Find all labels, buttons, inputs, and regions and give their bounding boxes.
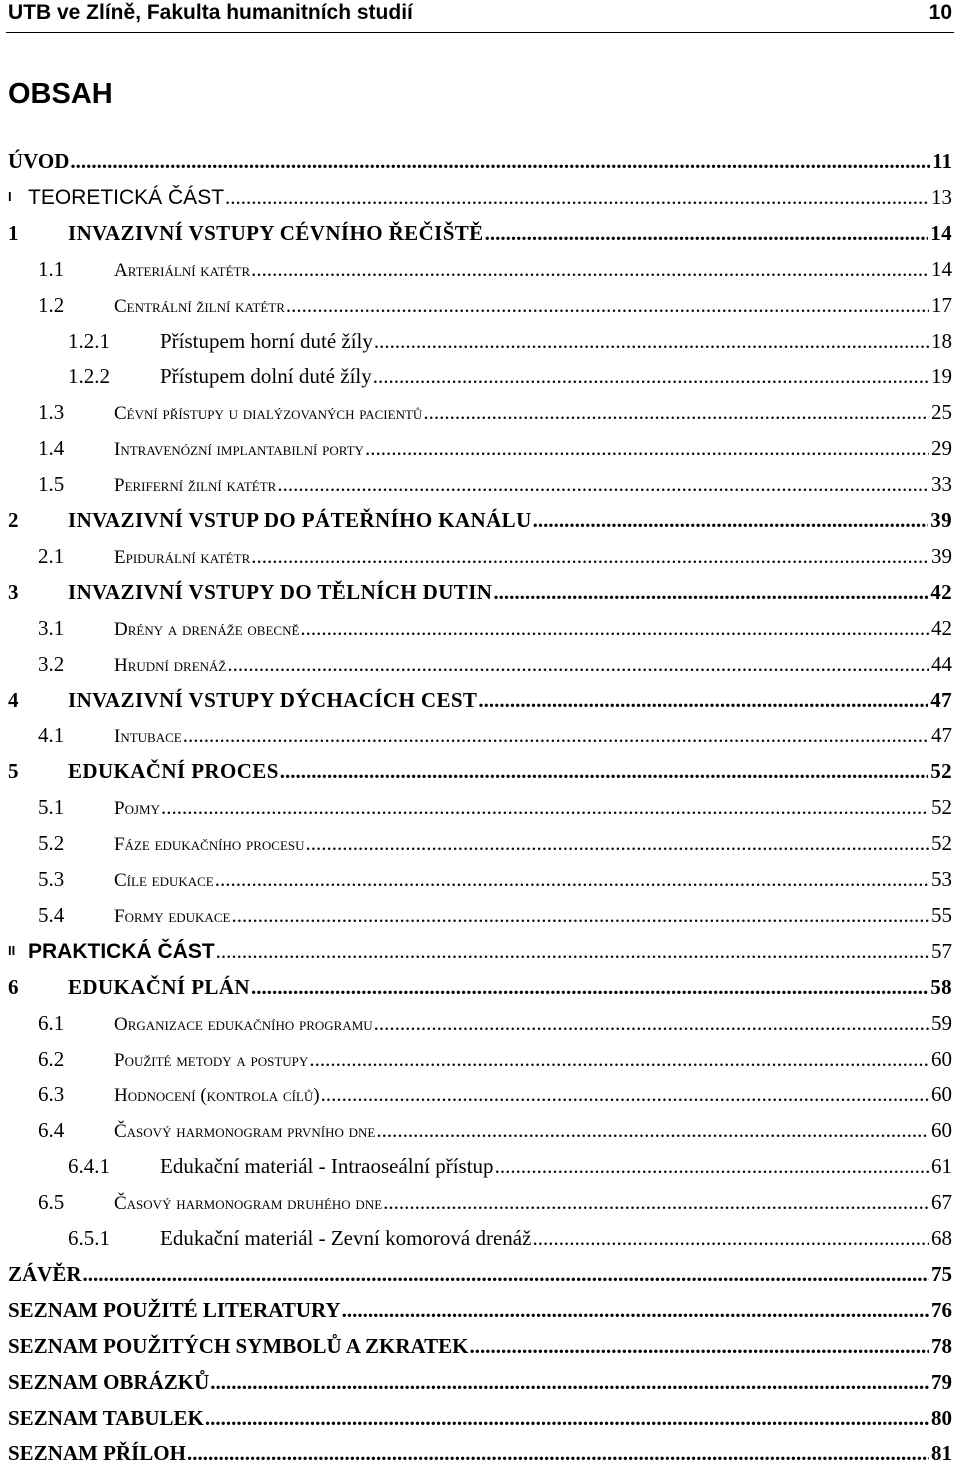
toc-entry-line	[68, 575, 952, 609]
toc-entry-page: 57	[931, 938, 952, 963]
toc-entry-line	[8, 144, 952, 178]
toc-entry[interactable]	[0, 503, 960, 537]
toc-dot-leader	[251, 539, 929, 573]
toc-entry[interactable]	[0, 539, 960, 573]
toc-entry-page: 52	[930, 759, 952, 784]
toc-entry[interactable]	[0, 611, 960, 645]
toc-entry-number: 6	[8, 974, 19, 999]
toc-dot-leader	[231, 898, 929, 932]
toc-dot-leader	[383, 1185, 929, 1219]
toc-dot-leader	[83, 1257, 929, 1291]
toc-entry[interactable]	[0, 898, 960, 932]
toc-entry-title: Organizace edukačního programu	[114, 1013, 373, 1035]
toc-entry[interactable]	[0, 647, 960, 681]
toc-entry-line	[160, 1149, 952, 1183]
toc-entry-title: Časový harmonogram prvního dne	[114, 1121, 376, 1143]
toc-entry-line	[114, 611, 952, 647]
toc-entry-line	[114, 826, 952, 862]
toc-entry-title: Pojmy	[114, 798, 160, 820]
toc-entry[interactable]	[0, 1436, 960, 1470]
toc-entry-page: 47	[931, 723, 952, 748]
toc-entry-line	[160, 1221, 952, 1255]
toc-dot-leader	[215, 862, 929, 896]
toc-dot-leader	[161, 790, 929, 824]
toc-entry-title: Hrudní drenáž	[114, 654, 227, 676]
toc-dot-leader	[321, 1077, 929, 1111]
toc-dot-leader	[423, 395, 929, 429]
toc-entry-line	[68, 216, 952, 250]
toc-entry-page: 79	[931, 1369, 952, 1394]
toc-entry-page: 60	[931, 1082, 952, 1107]
toc-entry-page: 13	[931, 184, 952, 209]
toc-entry-line	[68, 970, 952, 1004]
toc-entry-page: 59	[931, 1010, 952, 1035]
toc-entry-number: 5.3	[38, 867, 65, 891]
toc-dot-leader	[277, 467, 929, 501]
toc-entry-number: 6.3	[38, 1082, 65, 1107]
toc-entry-page: 52	[931, 831, 952, 856]
toc-entry-page: 81	[931, 1441, 952, 1466]
toc-dot-leader	[187, 1436, 929, 1470]
toc-dot-leader	[478, 683, 928, 717]
toc-entry[interactable]	[0, 575, 960, 609]
toc-entry[interactable]	[0, 790, 960, 824]
toc-entry-page: 67	[931, 1190, 952, 1215]
toc-entry-line	[114, 1113, 952, 1149]
toc-dot-leader	[216, 934, 929, 968]
toc-entry-number: 6.4	[38, 1118, 65, 1143]
toc-entry-page: 78	[931, 1333, 952, 1358]
toc-entry[interactable]	[0, 395, 960, 429]
toc-entry-page: 60	[931, 1046, 952, 1071]
toc-entry-page: 33	[931, 472, 952, 497]
toc-entry-page: 18	[931, 328, 952, 353]
toc-entry-line	[114, 1077, 952, 1113]
toc-entry-number: I	[8, 188, 12, 204]
toc-dot-leader	[374, 1006, 929, 1040]
toc-dot-leader	[533, 503, 929, 537]
toc-entry[interactable]	[0, 683, 960, 717]
toc-entry-line	[114, 862, 952, 898]
toc-entry-number: 1.5	[38, 472, 65, 497]
toc-entry-line	[114, 539, 952, 575]
toc-entry-number: 6.2	[38, 1046, 65, 1071]
toc-entry[interactable]	[0, 359, 960, 393]
toc-entry-line	[28, 180, 952, 215]
toc-entry-number: 4	[8, 687, 19, 712]
toc-entry[interactable]	[0, 934, 960, 968]
toc-dot-leader	[227, 647, 929, 681]
toc-entry-page: 42	[931, 615, 952, 640]
toc-entry-title: Hodnocení (kontrola cílů)	[114, 1085, 320, 1107]
toc-entry[interactable]	[0, 970, 960, 1004]
toc-entry[interactable]	[0, 1401, 960, 1435]
toc-dot-leader	[251, 252, 929, 286]
toc-entry-number: 5.2	[38, 831, 65, 856]
toc-entry[interactable]	[0, 754, 960, 788]
toc-dot-leader	[70, 144, 930, 178]
toc-entry-number: 6.4.1	[68, 1154, 110, 1179]
toc-dot-leader	[286, 288, 929, 322]
toc-entry-title: INVAZIVNÍ VSTUPY DÝCHACÍCH CEST	[68, 687, 478, 712]
toc-dot-leader	[300, 611, 929, 645]
toc-entry-line	[160, 359, 952, 393]
toc-entry[interactable]	[0, 1149, 960, 1183]
toc-entry[interactable]	[0, 467, 960, 501]
toc-entry-line	[68, 754, 952, 788]
toc-entry-page: 17	[931, 292, 952, 317]
toc-entry-title: Periferní žilní katétr	[114, 475, 277, 497]
toc-entry-line	[8, 1257, 952, 1291]
toc-entry[interactable]	[0, 1365, 960, 1399]
toc-entry-line	[28, 934, 952, 969]
toc-entry-number: 1.2.1	[68, 328, 110, 353]
toc-entry[interactable]	[0, 252, 960, 286]
toc-entry-line	[8, 1329, 952, 1363]
toc-entry-title: Použité metody a postupy	[114, 1049, 309, 1071]
toc-entry-number: 1	[8, 220, 19, 245]
toc-entry-page: 29	[931, 436, 952, 461]
toc-entry[interactable]	[0, 288, 960, 322]
toc-entry-title: Intubace	[114, 726, 182, 748]
toc-entry-title: TEORETICKÁ ČÁST	[28, 185, 225, 209]
toc-entry-number: 6.5	[38, 1190, 65, 1215]
toc-title: OBSAH	[8, 78, 113, 110]
toc-entry-title: Centrální žilní katétr	[114, 295, 285, 317]
toc-entry-line	[68, 683, 952, 717]
toc-entry-number: 3.2	[38, 651, 65, 676]
toc-entry[interactable]	[0, 1329, 960, 1363]
toc-dot-leader	[376, 1113, 929, 1147]
toc-entry-title: SEZNAM TABULEK	[8, 1405, 204, 1430]
toc-entry-page: 25	[931, 400, 952, 425]
toc-entry-page: 52	[931, 795, 952, 820]
toc-entry-number: 5.1	[38, 795, 65, 820]
toc-entry-page: 19	[931, 364, 952, 389]
toc-entry-title: PRAKTICKÁ ČÁST	[28, 939, 215, 963]
toc-dot-leader	[365, 431, 929, 465]
toc-entry-title: Přístupem horní duté žíly	[160, 328, 373, 353]
toc-entry-number: 5.4	[38, 902, 65, 927]
toc-entry-number: 5	[8, 759, 19, 784]
toc-entry-title: Epidurální katétr	[114, 546, 251, 568]
toc-entry-number: II	[8, 942, 16, 958]
toc-entry-number: 2	[8, 508, 19, 532]
toc-dot-leader	[210, 1365, 929, 1399]
running-header	[6, 0, 954, 33]
toc-entry-title: Drény a drenáže obecně	[114, 618, 300, 640]
toc-entry-page: 11	[932, 149, 952, 173]
toc-entry-line	[8, 1401, 952, 1435]
toc-entry-page: 39	[930, 508, 952, 532]
toc-entry-line	[114, 1185, 952, 1221]
toc-entry-title: Fáze edukačního procesu	[114, 834, 305, 856]
toc-entry-number: 6.1	[38, 1010, 65, 1035]
toc-entry[interactable]	[0, 1006, 960, 1040]
toc-entry[interactable]	[0, 718, 960, 752]
toc-entry-line	[114, 647, 952, 683]
toc-entry-title: Cíle edukace	[114, 870, 214, 891]
toc-entry[interactable]	[0, 216, 960, 250]
toc-entry-title: ÚVOD	[8, 149, 70, 173]
toc-entry-page: 68	[931, 1226, 952, 1250]
toc-entry-line	[114, 1006, 952, 1042]
toc-entry[interactable]	[0, 144, 960, 178]
toc-dot-leader	[205, 1401, 929, 1435]
toc-entry-line	[8, 1365, 952, 1399]
toc-entry-line	[114, 467, 952, 503]
toc-entry-title: INVAZIVNÍ VSTUPY DO TĚLNÍCH DUTIN	[68, 579, 493, 604]
toc-entry-number: 1.4	[38, 436, 65, 461]
toc-entry-page: 58	[930, 974, 952, 999]
toc-entry-page: 44	[931, 651, 952, 676]
header-institution: UTB ve Zlíně, Fakulta humanitních studií	[8, 1, 413, 24]
toc-entry-title: EDUKAČNÍ PLÁN	[68, 974, 250, 999]
toc-entry[interactable]	[0, 1221, 960, 1255]
toc-entry-page: 61	[931, 1154, 952, 1179]
toc-entry-line	[114, 252, 952, 288]
toc-dot-leader	[309, 1042, 929, 1076]
toc-entry-line	[114, 718, 952, 754]
toc-entry-line	[114, 431, 952, 467]
header-page-number: 10	[928, 1, 952, 24]
toc-entry-line	[114, 898, 952, 934]
toc-entry-number: 1.2	[38, 292, 65, 317]
toc-entry[interactable]	[0, 1257, 960, 1291]
toc-entry-title: Intravenózní implantabilní porty	[114, 439, 364, 461]
toc-entry-title: SEZNAM PŘÍLOH	[8, 1441, 186, 1466]
toc-entry-line	[8, 1293, 952, 1327]
toc-dot-leader	[374, 324, 929, 358]
toc-entry-title: SEZNAM POUŽITÝCH SYMBOLŮ A ZKRATEK	[8, 1333, 469, 1358]
toc-entry-title: EDUKAČNÍ PROCES	[68, 759, 279, 784]
toc-entry-page: 60	[931, 1118, 952, 1143]
toc-entry-number: 3.1	[38, 615, 65, 640]
toc-dot-leader	[280, 754, 928, 788]
toc-dot-leader	[342, 1293, 929, 1327]
toc-entry[interactable]	[0, 1042, 960, 1076]
toc-entry-title: INVAZIVNÍ VSTUPY CÉVNÍHO ŘEČIŠTĚ	[68, 220, 484, 245]
toc-entry-title: Edukační materiál - Zevní komorová drenáž	[160, 1226, 532, 1250]
toc-entry-title: Cévní přístupy u dialýzovaných pacientů	[114, 403, 423, 425]
toc-entry-line	[68, 503, 952, 537]
toc-entry-line	[114, 790, 952, 826]
toc-entry-number: 3	[8, 579, 19, 604]
toc-entry-number: 1.1	[38, 256, 65, 281]
toc-entry[interactable]	[0, 180, 960, 214]
toc-entry-page: 39	[931, 543, 952, 568]
toc-entry-title: ZÁVĚR	[8, 1261, 82, 1286]
toc-entry-page: 80	[931, 1405, 952, 1430]
toc-entry-page: 47	[930, 687, 952, 712]
toc-entry-title: SEZNAM OBRÁZKŮ	[8, 1369, 210, 1394]
toc-entry-title: Časový harmonogram druhého dne	[114, 1193, 383, 1215]
toc-entry-title: INVAZIVNÍ VSTUP DO PÁTEŘNÍHO KANÁLU	[68, 508, 532, 532]
toc-dot-leader	[251, 970, 928, 1004]
toc-entry[interactable]	[0, 1077, 960, 1111]
toc-entry-line	[8, 1436, 952, 1470]
toc-entry-title: Přístupem dolní duté žíly	[160, 364, 372, 389]
toc-entry-number: 2.1	[38, 543, 65, 568]
toc-dot-leader	[493, 575, 928, 609]
toc-entry-line	[114, 395, 952, 431]
toc-dot-leader	[306, 826, 929, 860]
toc-entry-line	[160, 324, 952, 358]
toc-entry[interactable]	[0, 826, 960, 860]
toc-entry-page: 76	[931, 1297, 952, 1322]
toc-entry[interactable]	[0, 1185, 960, 1219]
toc-entry-page: 75	[931, 1261, 952, 1286]
toc-entry[interactable]	[0, 1293, 960, 1327]
toc-entry-number: 6.5.1	[68, 1226, 110, 1250]
toc-dot-leader	[485, 216, 929, 250]
toc-entry-number: 1.3	[38, 400, 65, 425]
toc-entry-page: 14	[930, 220, 952, 245]
toc-entry-title: Formy edukace	[114, 905, 231, 927]
toc-entry[interactable]	[0, 324, 960, 358]
toc-entry-page: 42	[930, 579, 952, 604]
toc-entry-number: 1.2.2	[68, 364, 110, 389]
toc-entry-title: Edukační materiál - Intraoseální přístup	[160, 1154, 494, 1179]
toc-entry-line	[114, 1042, 952, 1078]
toc-entry-title: SEZNAM POUŽITÉ LITERATURY	[8, 1297, 341, 1322]
toc-entry-line	[114, 288, 952, 324]
toc-entry-title: Arteriální katétr	[114, 259, 251, 281]
toc-dot-leader	[470, 1329, 929, 1363]
toc-entry[interactable]	[0, 431, 960, 465]
toc-dot-leader	[225, 180, 929, 214]
toc-dot-leader	[183, 718, 929, 752]
toc-dot-leader	[532, 1221, 929, 1255]
toc-entry[interactable]	[0, 1113, 960, 1147]
toc-dot-leader	[495, 1149, 929, 1183]
toc-dot-leader	[373, 359, 929, 393]
toc-entry[interactable]	[0, 862, 960, 896]
toc-entry-number: 4.1	[38, 723, 65, 748]
toc-entry-page: 14	[931, 256, 952, 281]
toc-entry-page: 55	[931, 902, 952, 927]
toc-entry-page: 53	[931, 867, 952, 891]
